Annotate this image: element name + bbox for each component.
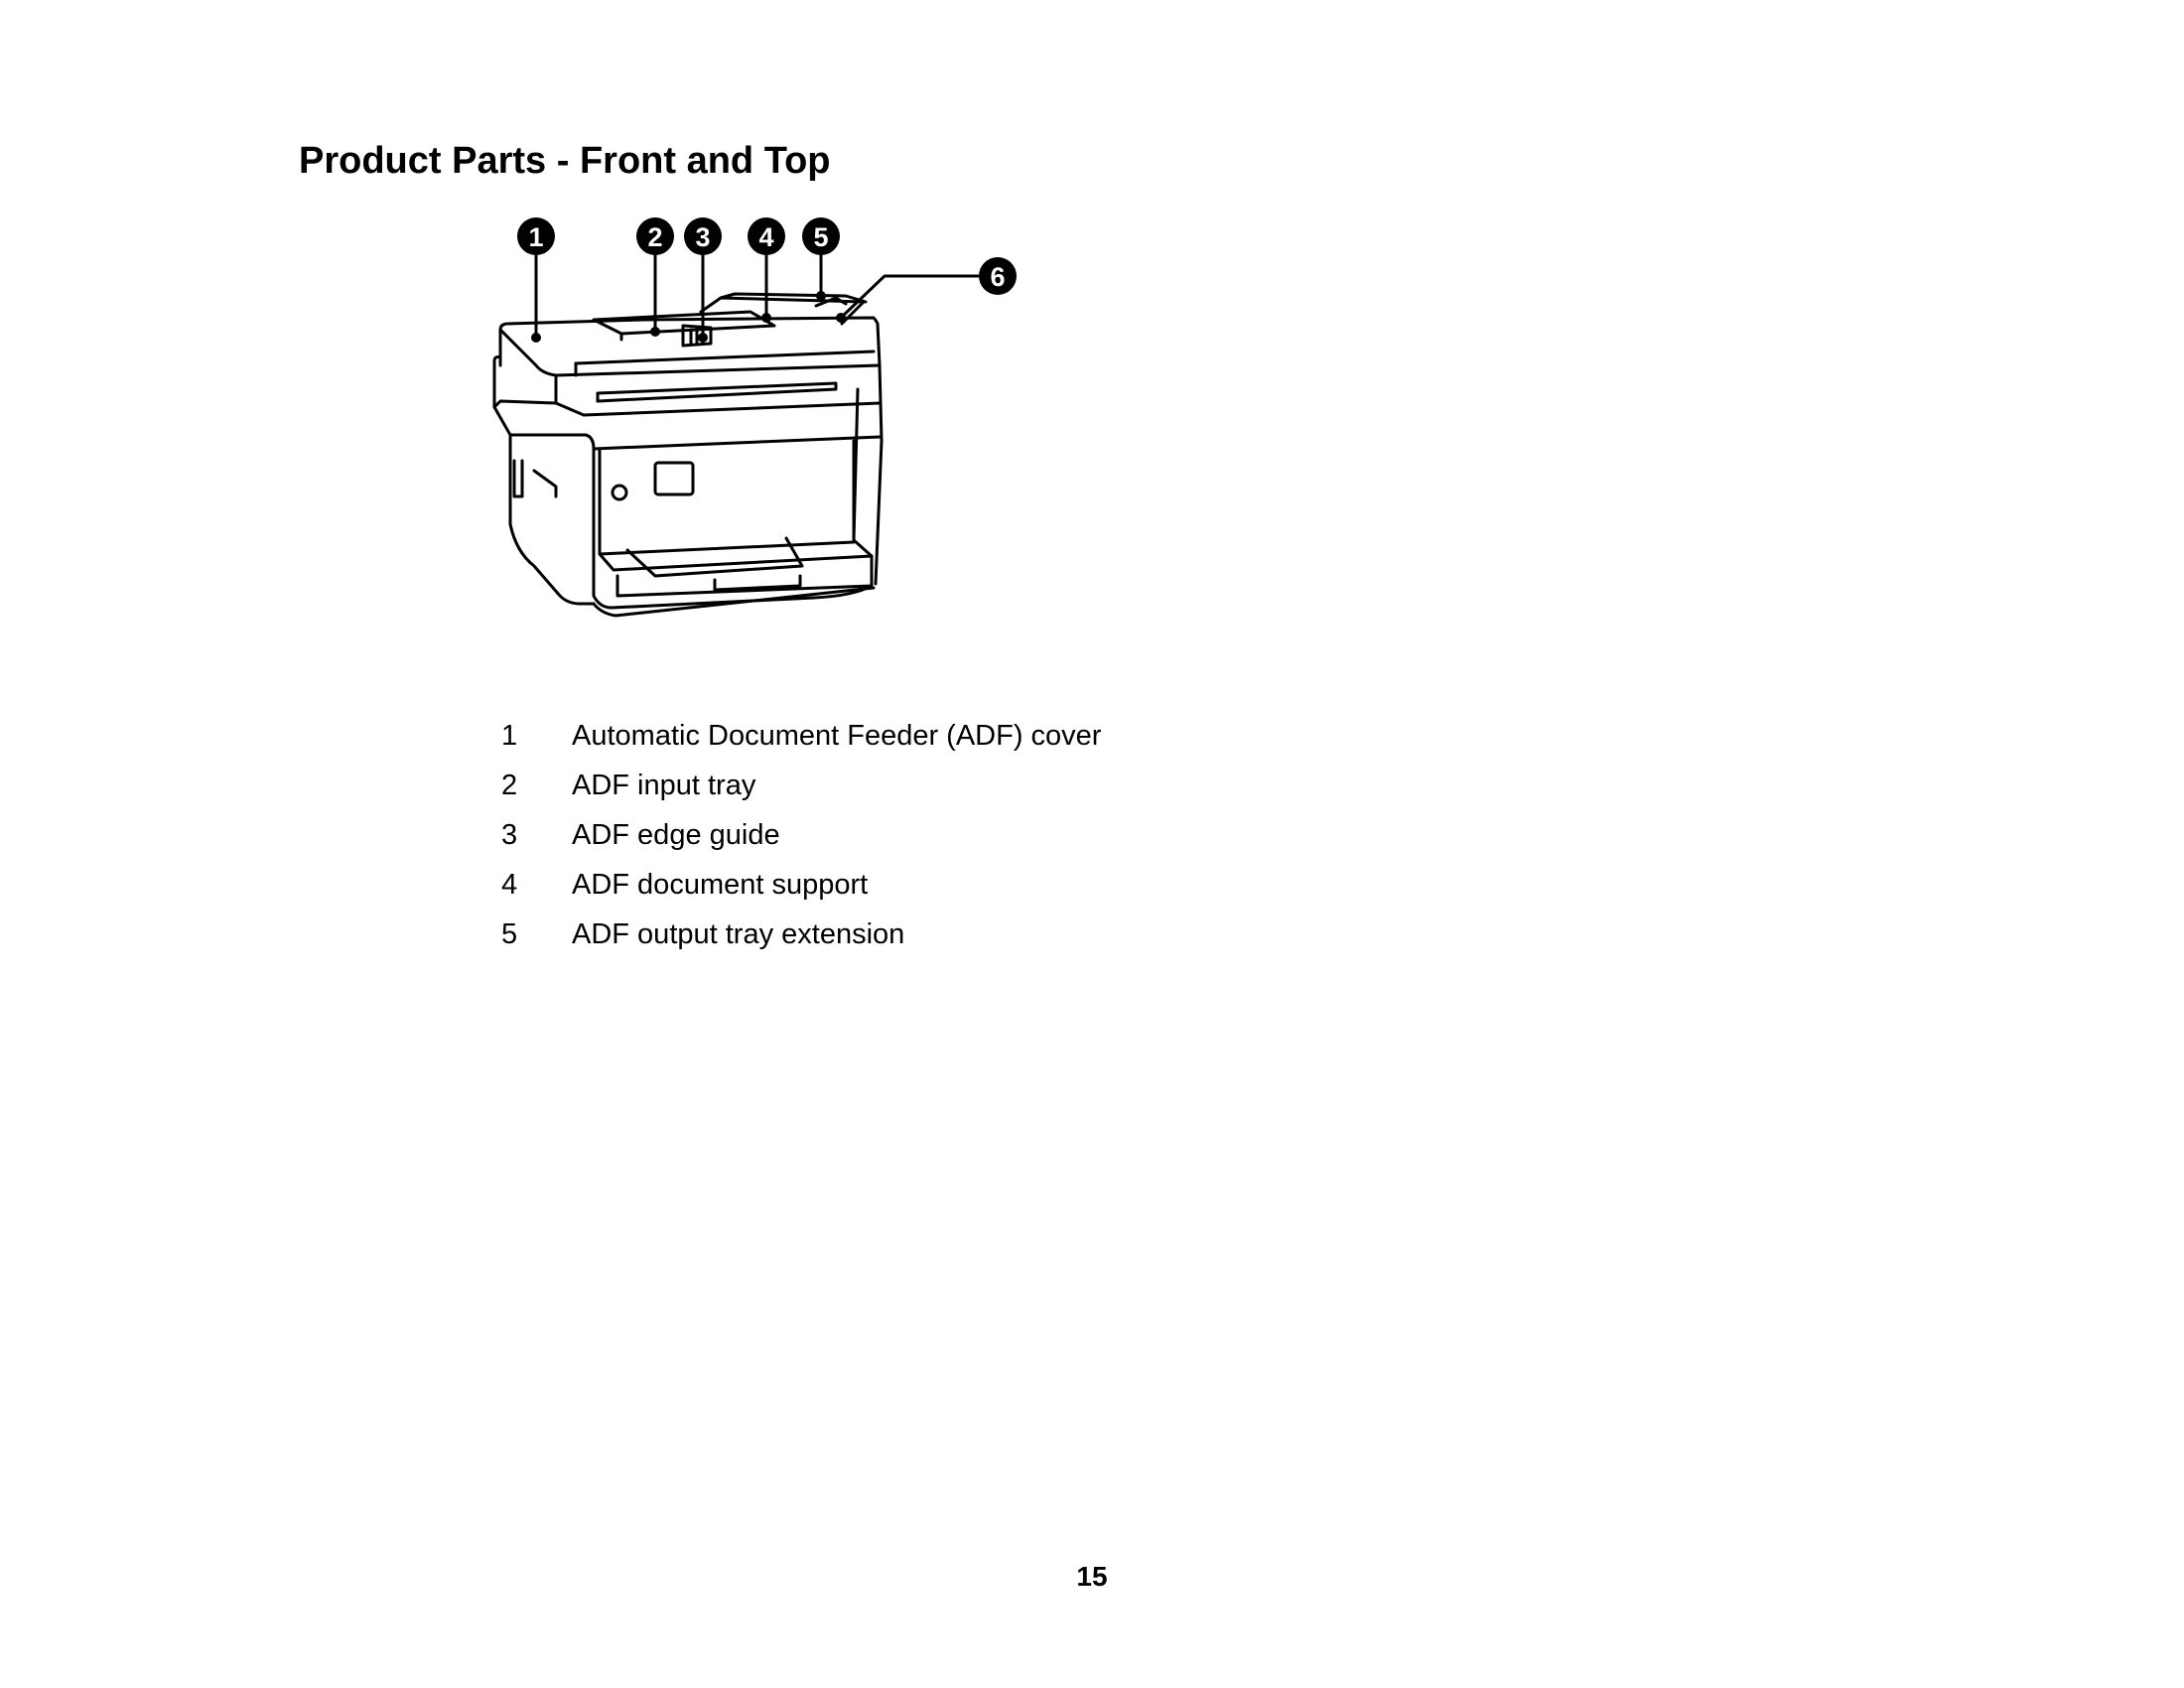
printer-illustration: [477, 207, 1032, 643]
page-title: Product Parts - Front and Top: [299, 140, 831, 182]
list-item: [501, 711, 1101, 761]
callout-1-number: 1: [528, 222, 544, 252]
callout-5-number: 5: [813, 222, 829, 252]
list-item-label: ADF output tray extension: [572, 917, 905, 950]
list-item-label: ADF document support: [572, 868, 869, 901]
callout-6: [979, 257, 1017, 295]
list-item-label: Automatic Document Feeder (ADF) cover: [572, 719, 1102, 752]
list-item-number: 1: [501, 719, 518, 752]
list-item-number: 3: [501, 818, 518, 851]
list-item: [501, 810, 1101, 860]
callout-4: [748, 217, 785, 255]
page-number: 15: [1076, 1561, 1108, 1592]
list-item: [501, 860, 1101, 910]
list-item-number: 2: [501, 769, 518, 801]
list-item-number: 5: [501, 917, 518, 950]
callout-5: [802, 217, 840, 255]
list-item: [501, 761, 1101, 810]
printer-diagram: [477, 207, 1032, 643]
callout-4-number: 4: [758, 222, 774, 252]
parts-list: [501, 711, 1101, 959]
list-item: [501, 910, 1101, 959]
list-item-label: ADF input tray: [572, 769, 756, 801]
printer-drawing: [494, 294, 882, 616]
list-item-label: ADF edge guide: [572, 818, 780, 851]
list-item-number: 4: [501, 868, 518, 901]
callout-2-number: 2: [647, 222, 663, 252]
callout-6-number: 6: [990, 262, 1006, 292]
callout-3-number: 3: [695, 222, 711, 252]
callout-1: [517, 217, 555, 255]
callout-3: [684, 217, 722, 255]
callout-2: [636, 217, 674, 255]
